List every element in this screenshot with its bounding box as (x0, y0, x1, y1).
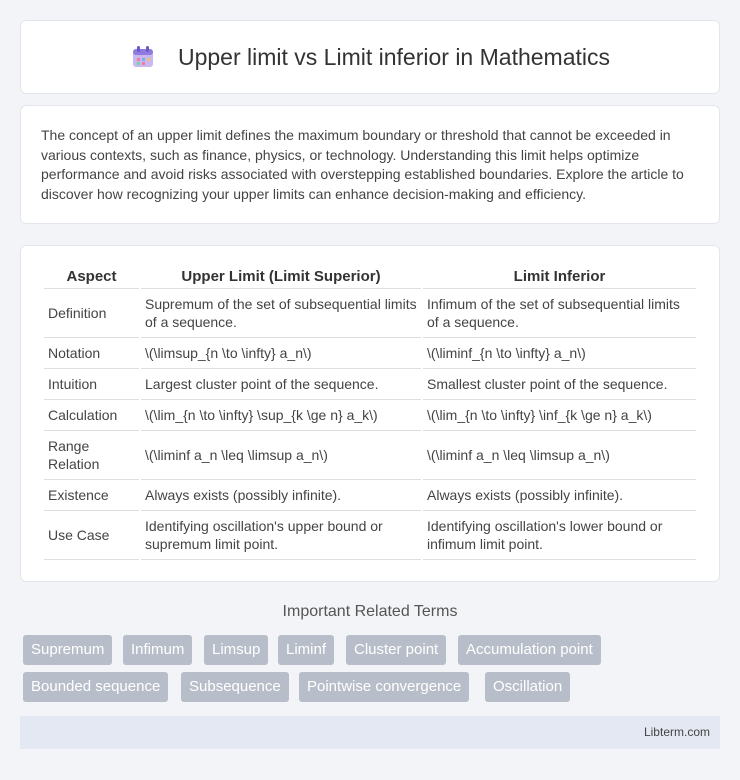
row-aspect: Existence (44, 480, 139, 511)
tag-pointwise-convergence[interactable]: Pointwise convergence (299, 672, 469, 702)
row-aspect: Intuition (44, 369, 139, 400)
row-aspect: Notation (44, 338, 139, 369)
page-title: Upper limit vs Limit inferior in Mathematics (177, 43, 610, 70)
header-upper-limit: Upper Limit (Limit Superior) (141, 266, 421, 289)
table-row (44, 369, 696, 400)
row-inferior: Smallest cluster point of the sequence. (423, 369, 696, 400)
row-inferior: \(\liminf_{n \to \infty} a_n\) (423, 338, 696, 369)
table-header-row (44, 266, 696, 289)
table-row (44, 511, 696, 560)
row-upper: Largest cluster point of the sequence. (141, 369, 421, 400)
tag-limsup[interactable]: Limsup (204, 635, 268, 665)
row-inferior: \(\liminf a_n \leq \limsup a_n\) (423, 431, 696, 480)
tag-liminf[interactable]: Liminf (278, 635, 334, 665)
row-inferior: Infimum of the set of subsequential limits of a sequence. (423, 289, 696, 338)
row-aspect: Use Case (44, 511, 139, 560)
title-card (20, 20, 720, 94)
table-row (44, 431, 696, 480)
row-upper: Always exists (possibly infinite). (141, 480, 421, 511)
tag-oscillation[interactable]: Oscillation (485, 672, 570, 702)
intro-text: The concept of an upper limit defines the maximum boundary or threshold that cannot be exceeded in various contexts, such as finance, physics, or technology. Understanding this limit helps optimize performance and avoid risks associated with overstepping established boundaries. Explore the article to discover how recognizing your upper limits can enhance decision-making and efficiency. (41, 127, 684, 202)
tag-infimum[interactable]: Infimum (123, 635, 192, 665)
table-row (44, 400, 696, 431)
row-upper: \(\lim_{n \to \infty} \sup_{k \ge n} a_k\) (141, 400, 421, 431)
table-row (44, 338, 696, 369)
row-aspect: Definition (44, 289, 139, 338)
comparison-table (42, 266, 698, 560)
table-row (44, 480, 696, 511)
footer (20, 716, 720, 749)
row-upper: \(\liminf a_n \leq \limsup a_n\) (141, 431, 421, 480)
row-inferior: \(\lim_{n \to \infty} \inf_{k \ge n} a_k\) (423, 400, 696, 431)
row-upper: Supremum of the set of subsequential limits of a sequence. (141, 289, 421, 338)
header-aspect: Aspect (44, 266, 139, 289)
row-aspect: Range Relation (44, 431, 139, 480)
row-upper: Identifying oscillation's upper bound or supremum limit point. (141, 511, 421, 560)
tag-supremum[interactable]: Supremum (23, 635, 112, 665)
row-inferior: Identifying oscillation's lower bound or infimum limit point. (423, 511, 696, 560)
calendar-icon (130, 44, 156, 70)
tag-bounded-sequence[interactable]: Bounded sequence (23, 672, 168, 702)
tag-cluster-point[interactable]: Cluster point (346, 635, 446, 665)
row-upper: \(\limsup_{n \to \infty} a_n\) (141, 338, 421, 369)
tag-accumulation-point[interactable]: Accumulation point (458, 635, 601, 665)
related-terms-title: Important Related Terms (282, 603, 458, 620)
header-limit-inferior: Limit Inferior (423, 266, 696, 289)
comparison-table-card (20, 245, 720, 582)
table-row (44, 289, 696, 338)
tag-subsequence[interactable]: Subsequence (181, 672, 289, 702)
row-aspect: Calculation (44, 400, 139, 431)
footer-site-link[interactable]: Libterm.com (643, 725, 710, 739)
row-inferior: Always exists (possibly infinite). (423, 480, 696, 511)
intro-card (20, 105, 720, 224)
